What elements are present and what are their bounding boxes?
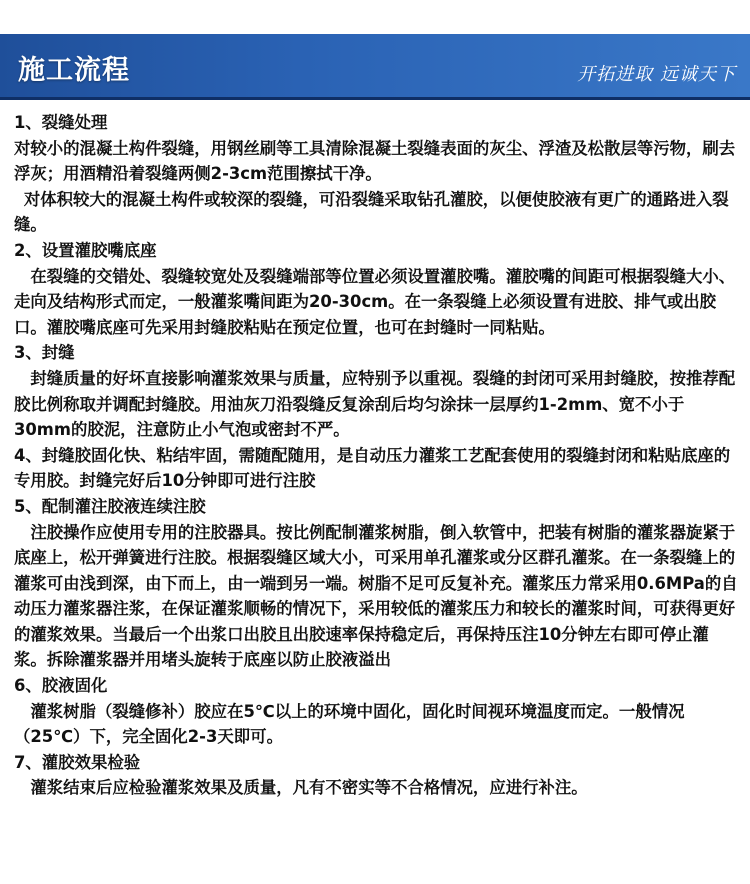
section-paragraph: 灌浆树脂（裂缝修补）胶应在5℃以上的环境中固化，固化时间视环境温度而定。一般情况（25℃）下，完全固化2-3天即可。 [14,701,685,747]
section-heading: 1、裂缝处理 [14,113,108,132]
section-heading: 2、设置灌胶嘴底座 [14,240,157,260]
header-slogan: 开拓进取 远诚天下 [577,64,736,85]
page-header [0,34,750,100]
section-paragraph: 封缝质量的好坏直接影响灌浆效果与质量，应特别予以重视。裂缝的封闭可采用封缝胶，按推荐配胶比例称取并调配封缝胶。用油灰刀沿裂缝反复涂刮后均匀涂抹一层厚约1-2mm、宽不小于30mm的胶泥，注意防止小气泡或密封不严。 [14,368,736,440]
section-paragraph: 注胶操作应使用专用的注胶器具。按比例配制灌浆树脂，倒入软管中，把装有树脂的灌浆器旋紧于底座上，松开弹簧进行注胶。根据裂缝区域大小，可采用单孔灌浆或分区群孔灌浆。在一条裂缝上的灌浆可由浅到深，由下而上，由一端到另一端。树脂不足可反复补充。灌浆压力常采用0.6MPa的自动压力灌浆器注浆，在保证灌浆顺畅的情况下，采用较低的灌浆压力和较长的灌浆时间，可获得更好的灌浆效果。当最后一个出浆口出胶且出胶速率保持稳定后，再保持压注10分钟左右即可停止灌浆。拆除灌浆器并用堵头旋转于底座以防止胶液溢出 [14,522,738,670]
section-heading: 7、灌胶效果检验 [14,752,141,772]
process-content [14,110,738,801]
section-paragraph: 灌浆结束后应检验灌浆效果及质量，凡有不密实等不合格情况，应进行补注。 [30,778,588,798]
section-paragraph: 在裂缝的交错处、裂缝较宽处及裂缝端部等位置必须设置灌胶嘴。灌胶嘴的间距可根据裂缝大小、走向及结构形式而定，一般灌浆嘴间距为20-30cm。在一条裂缝上必须设置有进胶、排气或出胶口。灌胶嘴底座可先采用封缝胶粘贴在预定位置，也可在封缝时一同粘贴。 [14,266,736,337]
section-heading: 4、封缝胶固化快、粘结牢固，需随配随用，是自动压力灌浆工艺配套使用的裂缝封闭和粘贴底座的专用胶。封缝完好后10分钟即可进行注胶 [14,445,731,491]
section-paragraph: 对较小的混凝土构件裂缝，用钢丝刷等工具清除混凝土裂缝表面的灰尘、浮渣及松散层等污物，刷去浮灰；用酒精沿着裂缝两侧2-3cm范围擦拭干净。 [14,138,736,184]
section-paragraph: 对体积较大的混凝土构件或较深的裂缝，可沿裂缝采取钻孔灌胶，以便使胶液有更广的通路进入裂缝。 [14,189,729,235]
section-heading: 6、胶液固化 [14,676,108,696]
section-heading: 5、配制灌注胶液连续注胶 [14,496,206,516]
page-title: 施工流程 [18,55,130,86]
section-heading: 3、封缝 [14,343,75,363]
